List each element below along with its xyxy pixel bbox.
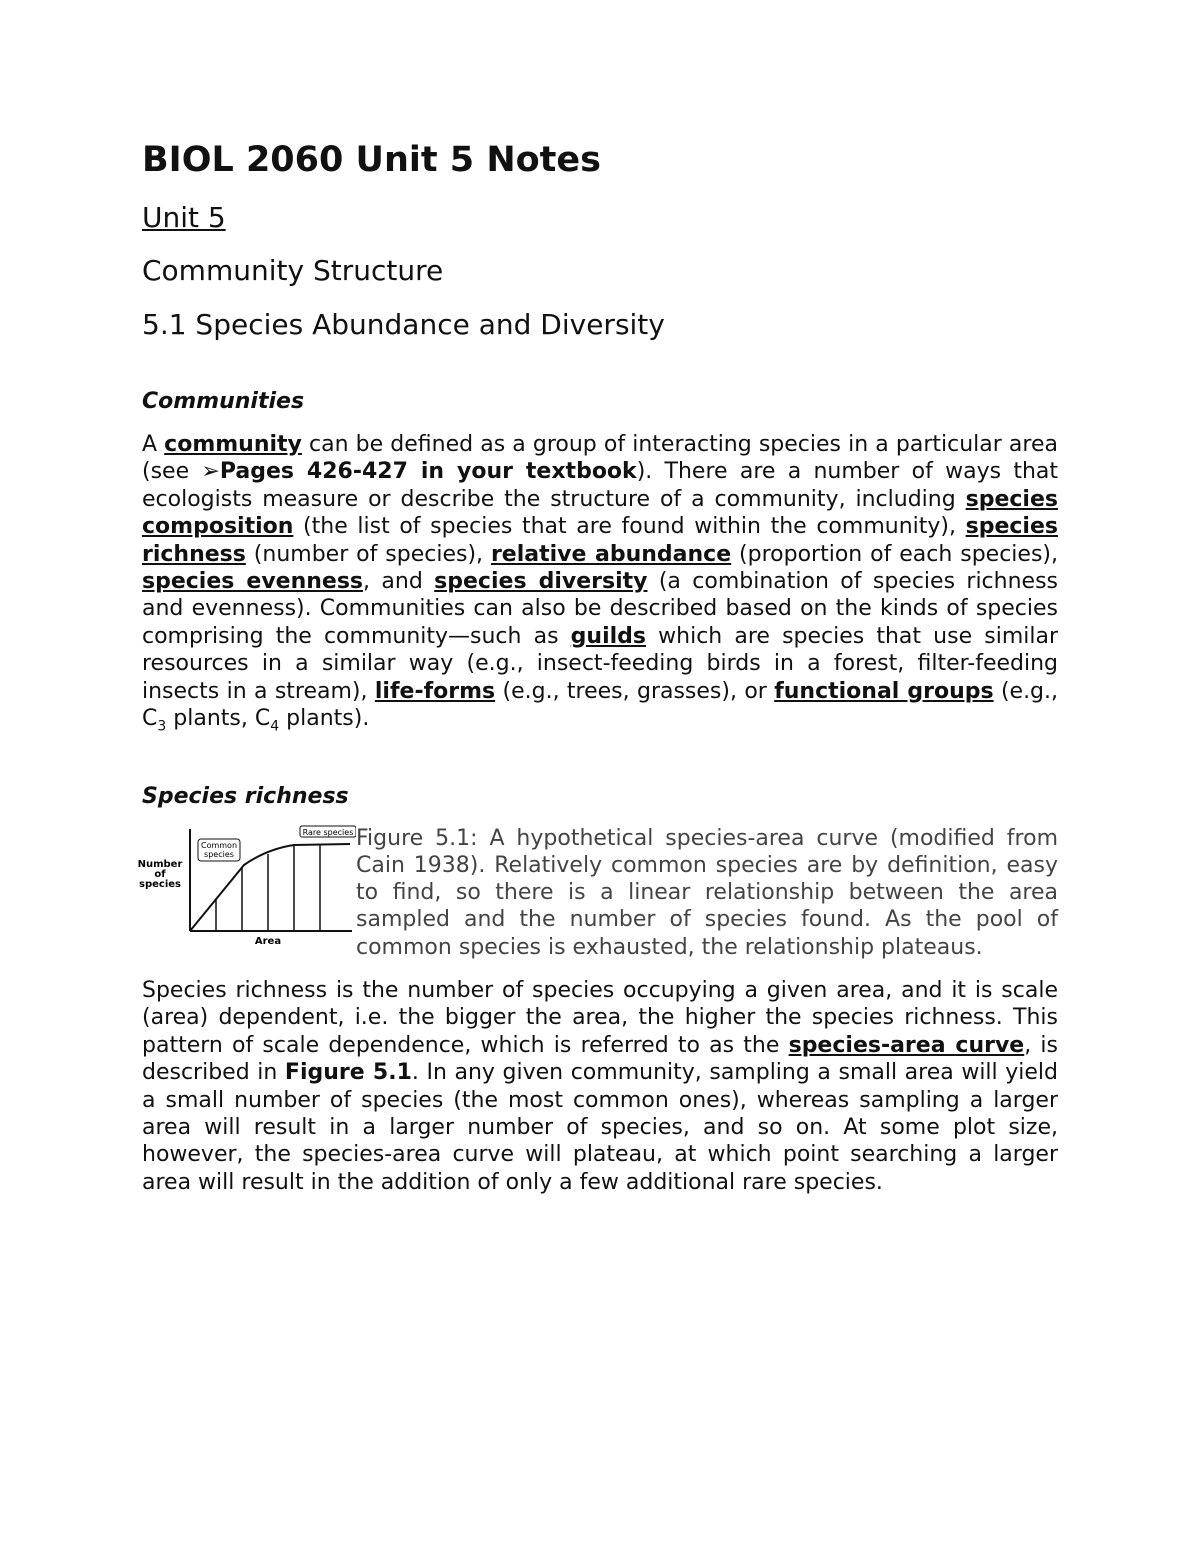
document-content <box>137 138 1059 1196</box>
y-axis-label-3: species <box>139 878 181 890</box>
text-run: can be defined as a group of interacting species in a particular area (see <box>142 432 1058 485</box>
communities-heading: Communities <box>142 389 305 414</box>
common-species-label-1: Common <box>200 840 238 850</box>
topic-heading: Community Structure <box>142 254 444 287</box>
subscript-4: 4 <box>270 718 280 735</box>
text-run: (e.g., C <box>142 678 1059 732</box>
text-run: Species richness is the number of species occupying a given area, and it is scale (area) dependent, i.e. the bigger the area, the higher the species richness. This pattern of scale dependence, which is referred to as the <box>142 977 1058 1058</box>
term-functional-groups: functional groups <box>774 678 994 704</box>
subscript-3: 3 <box>157 718 167 735</box>
term-species-evenness: species evenness <box>142 569 364 595</box>
text-run: plants). <box>279 706 370 732</box>
rare-species-label: Rare species <box>302 827 354 837</box>
arrow-bullet-icon: ➢ <box>201 459 220 485</box>
text-run: which are species that use similar resources in a similar way (e.g., insect-feeding birds in a forest, filter-feeding insects in a stream), <box>142 623 1058 704</box>
communities-paragraph <box>142 431 1058 741</box>
text-run: A <box>142 432 165 457</box>
document-title: BIOL 2060 Unit 5 Notes <box>142 140 601 180</box>
text-run: (the list of species that are found within the community), <box>293 514 966 540</box>
text-run: (proportion of each species), <box>731 541 1058 567</box>
text-run: , and <box>363 569 435 595</box>
text-run: , is described in <box>142 1032 1058 1086</box>
term-community: community <box>164 432 302 457</box>
text-run: (a combination of species richness and evenness). Communities can also be described based on the kinds of species comprising the community—such as <box>142 569 1059 649</box>
common-species-label-2: species <box>204 849 234 859</box>
unit-heading: Unit 5 <box>142 201 226 234</box>
figure-block <box>137 825 1058 961</box>
text-run: ). There are a number of ways that ecologists measure or describe the structure of a community, including <box>142 459 1059 512</box>
term-guilds: guilds <box>570 623 647 649</box>
text-run: (number of species), <box>245 541 491 567</box>
species-richness-heading: Species richness <box>142 783 349 809</box>
species-richness-paragraph <box>142 977 1058 1196</box>
text-run: (e.g., trees, grasses), or <box>495 678 775 704</box>
y-axis-label-2: of <box>154 868 166 880</box>
term-species-diversity: species diversity <box>434 569 648 595</box>
term-species-composition: species composition <box>142 486 1058 540</box>
text-run: plants, C <box>166 706 271 732</box>
figure-reference: Figure 5.1 <box>284 1060 412 1086</box>
figure-caption-text: Figure 5.1: A hypothetical species-area curve (modified from Cain 1938). Relatively common species are by definition, easy to find, so there is a linear relationship between the area sampled and the number of species found. As the pool of common species is exhausted, the relationship plateaus. <box>356 825 1058 960</box>
term-species-richness: species richness <box>142 514 1058 567</box>
term-species-area-curve: species-area curve <box>788 1032 1025 1058</box>
term-life-forms: life-forms <box>374 678 496 704</box>
text-run: . In any given community, sampling a small area will yield a small number of species (the most common ones), whereas sampling a larger area will result in a larger number of species, and so on. At some plot size, however, the species-area curve will plateau, at which point searching a larger area will result in the addition of only a few additional rare species. <box>142 1060 1058 1195</box>
term-relative-abundance: relative abundance <box>490 541 732 567</box>
species-area-curve-figure <box>132 825 356 957</box>
y-axis-label-1: Number <box>137 858 183 870</box>
section-heading: 5.1 Species Abundance and Diversity <box>142 308 665 341</box>
textbook-pages-ref: Pages 426-427 in your textbook <box>219 459 637 485</box>
x-axis-label: Area <box>254 935 282 947</box>
